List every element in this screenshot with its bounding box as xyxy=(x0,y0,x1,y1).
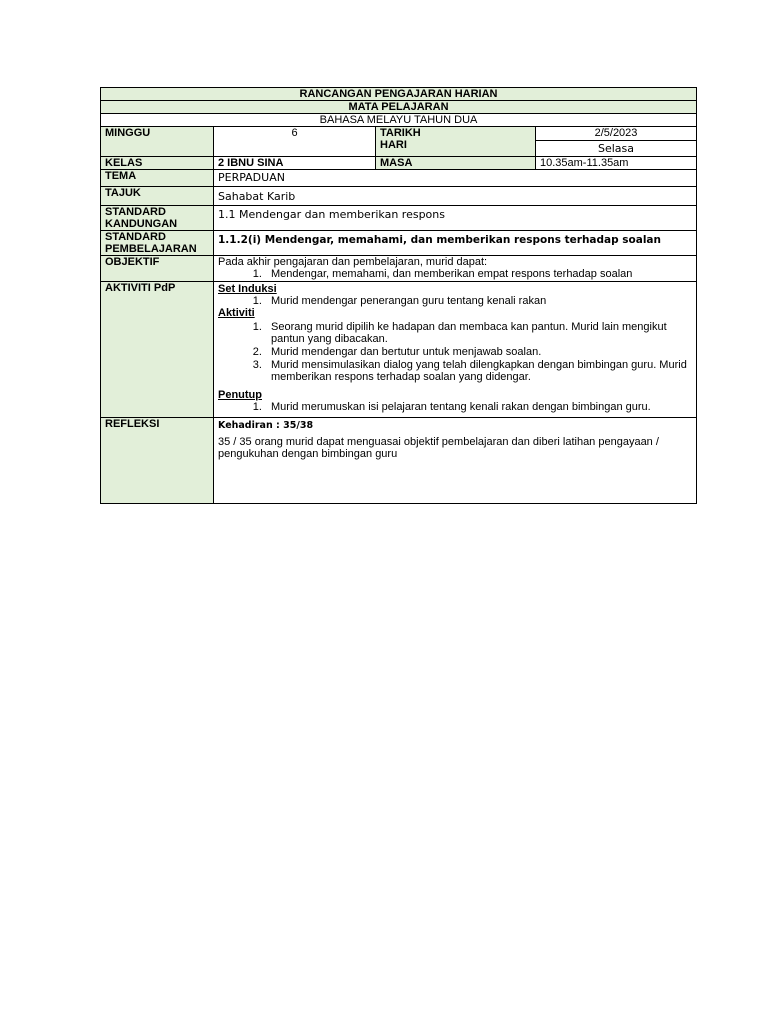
tema-label: TEMA xyxy=(101,170,214,187)
aktiviti-item-2: 2. Murid mendengar dan bertutur untuk menjawab soalan. xyxy=(265,346,692,358)
kehadiran-text: Kehadiran : 35/38 xyxy=(218,420,314,431)
kelas-label: KELAS xyxy=(101,157,214,170)
subject-label-row xyxy=(101,101,697,114)
tarikh-label: TARIKH xyxy=(380,127,421,139)
set-induksi-item: 1. Murid mendengar penerangan guru tentang kenali rakan xyxy=(265,295,692,307)
subject-label: MATA PELAJARAN xyxy=(101,101,697,114)
plan-title: RANCANGAN PENGAJARAN HARIAN xyxy=(101,88,697,101)
tajuk-row xyxy=(101,187,697,206)
penutup-item: 1. Murid merumuskan isi pelajaran tentang kenali rakan dengan bimbingan guru. xyxy=(265,401,692,413)
sk-label-line2: KANDUNGAN xyxy=(105,218,178,230)
subject-value: BAHASA MELAYU TAHUN DUA xyxy=(101,114,697,127)
lesson-plan-table xyxy=(100,87,697,504)
set-induksi-list xyxy=(218,295,692,307)
sp-label-line1: STANDARD xyxy=(105,231,166,243)
refleksi-row xyxy=(101,418,697,504)
lesson-plan-document xyxy=(100,87,696,504)
tajuk-value: Sahabat Karib xyxy=(214,187,697,206)
refleksi-label: REFLEKSI xyxy=(101,418,214,504)
kelas-row xyxy=(101,157,697,170)
tarikh-hari-label xyxy=(376,127,536,157)
set-induksi-heading: Set Induksi xyxy=(218,283,277,295)
hari-label: HARI xyxy=(380,139,407,151)
standard-kandungan-value: 1.1 Mendengar dan memberikan respons xyxy=(214,206,697,231)
minggu-row xyxy=(101,127,697,141)
objektif-value xyxy=(214,256,697,282)
tema-row xyxy=(101,170,697,187)
penutup-list xyxy=(218,401,692,413)
objektif-list xyxy=(218,268,692,280)
aktiviti-item-3: 3. Murid mensimulasikan dialog yang telah dilengkapkan dengan bimbingan guru. Murid memberikan respons terhadap soalan yang didengar. xyxy=(265,359,692,383)
masa-value: 10.35am-11.35am xyxy=(536,157,697,170)
title-row xyxy=(101,88,697,101)
standard-kandungan-row xyxy=(101,206,697,231)
objektif-item: 1. Mendengar, memahami, dan memberikan empat respons terhadap soalan xyxy=(265,268,692,280)
aktiviti-label: AKTIVITI PdP xyxy=(101,282,214,418)
penutup-heading: Penutup xyxy=(218,389,262,401)
minggu-value: 6 xyxy=(214,127,376,157)
refleksi-value xyxy=(214,418,697,504)
aktiviti-heading: Aktiviti xyxy=(218,307,255,319)
standard-pembelajaran-value: 1.1.2(i) Mendengar, memahami, dan memberikan respons terhadap soalan xyxy=(214,231,697,256)
tema-value: PERPADUAN xyxy=(214,170,697,187)
refleksi-text: 35 / 35 orang murid dapat menguasai objektif pembelajaran dan diberi latihan pengayaan / pengukuhan dengan bimbingan guru xyxy=(218,436,659,460)
standard-kandungan-label xyxy=(101,206,214,231)
masa-label: MASA xyxy=(376,157,536,170)
hari-value: Selasa xyxy=(536,141,697,157)
aktiviti-list xyxy=(218,321,692,383)
aktiviti-item-1: 1. Seorang murid dipilih ke hadapan dan membaca kan pantun. Murid lain mengikut pantun yang dibacakan. xyxy=(265,321,692,345)
kelas-value: 2 IBNU SINA xyxy=(214,157,376,170)
tarikh-value: 2/5/2023 xyxy=(536,127,697,141)
subject-row xyxy=(101,114,697,127)
objektif-intro: Pada akhir pengajaran dan pembelajaran, murid dapat: xyxy=(218,256,488,268)
minggu-label: MINGGU xyxy=(101,127,214,157)
objektif-label: OBJEKTIF xyxy=(101,256,214,282)
aktiviti-row xyxy=(101,282,697,418)
sp-label-line2: PEMBELAJARAN xyxy=(105,243,197,255)
aktiviti-value xyxy=(214,282,697,418)
objektif-row xyxy=(101,256,697,282)
standard-pembelajaran-label xyxy=(101,231,214,256)
standard-pembelajaran-row xyxy=(101,231,697,256)
sk-label-line1: STANDARD xyxy=(105,206,166,218)
tajuk-label: TAJUK xyxy=(101,187,214,206)
